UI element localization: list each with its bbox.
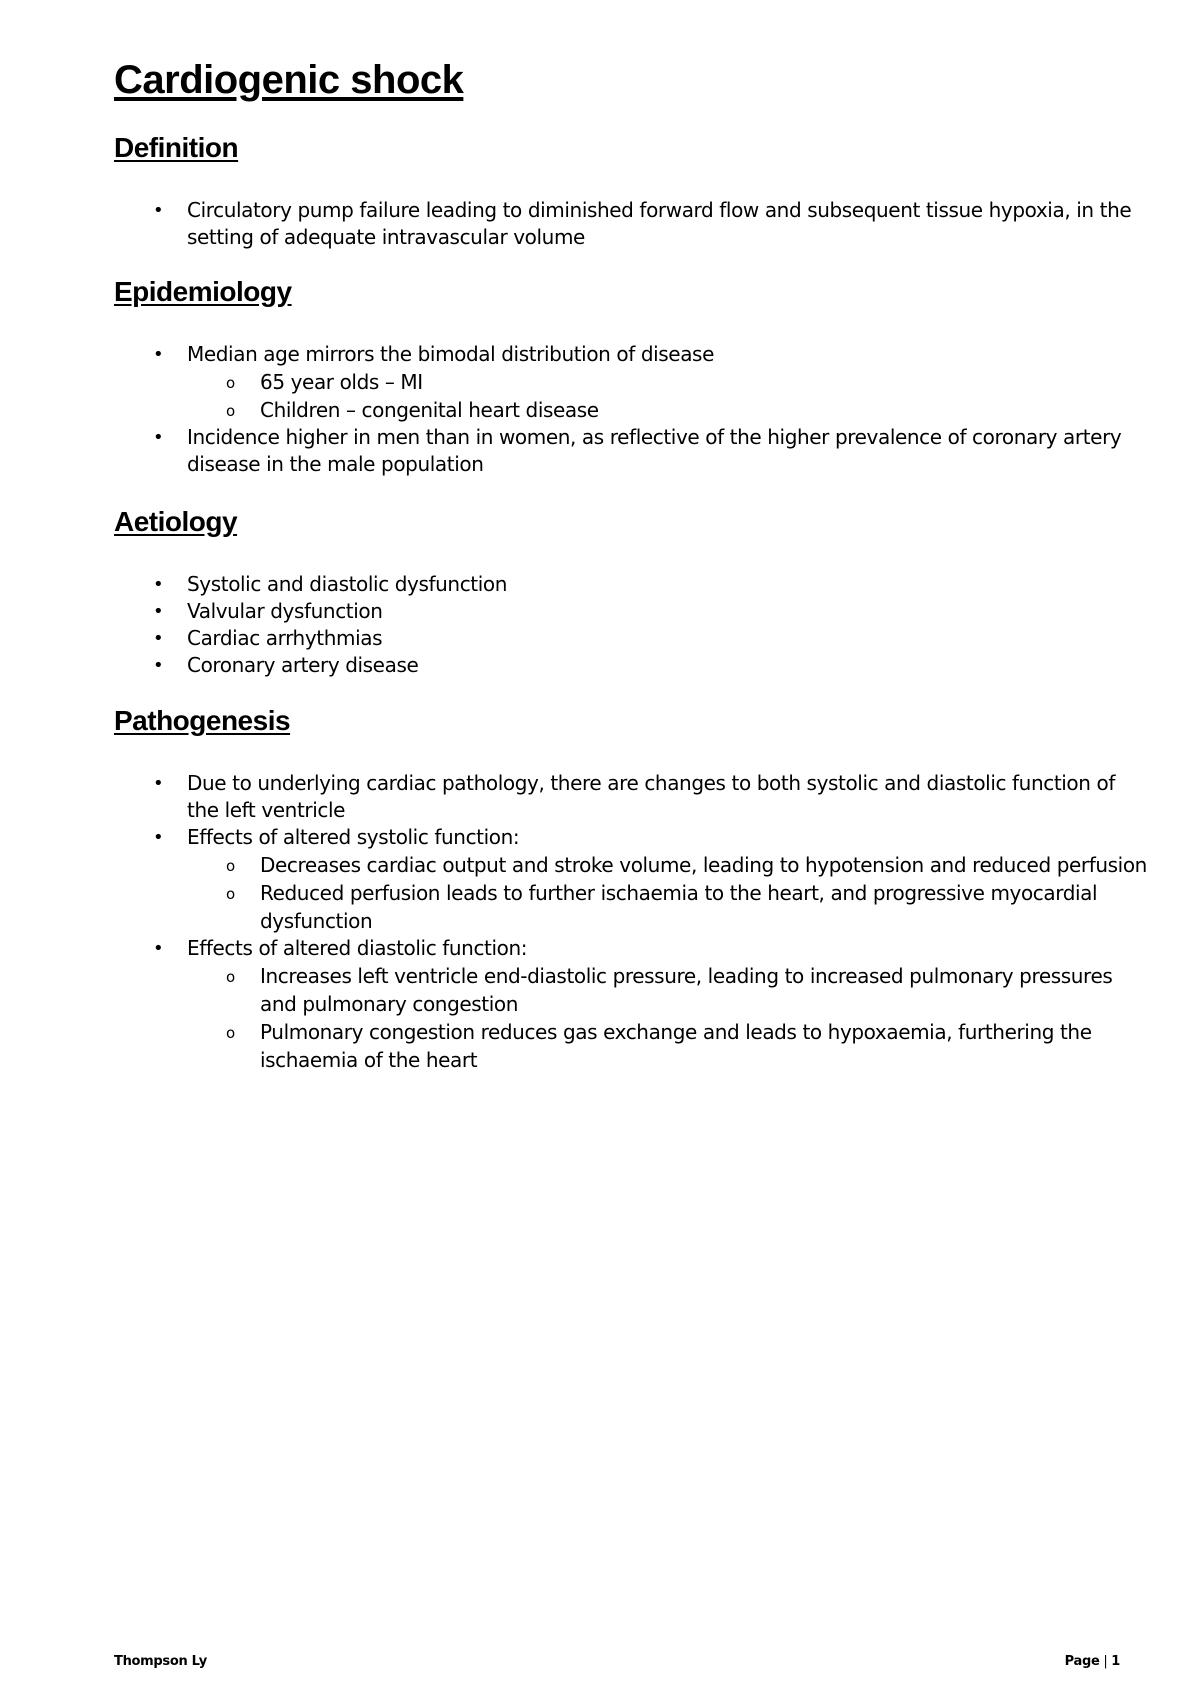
list-item-text: Valvular dysfunction xyxy=(187,599,383,623)
list-item xyxy=(0,770,1200,824)
sub-bullet-icon: o xyxy=(226,1024,235,1042)
footer-separator: | xyxy=(1103,1654,1108,1669)
section-heading-epidemiology: Epidemiology xyxy=(114,276,292,307)
sub-list-item xyxy=(187,396,1148,424)
bullet-icon: • xyxy=(153,655,164,676)
bullet-icon: • xyxy=(153,574,164,595)
bullet-icon: • xyxy=(153,344,164,365)
sub-list xyxy=(187,368,1148,424)
sub-bullet-icon: o xyxy=(226,374,235,392)
sub-list-item xyxy=(187,1018,1148,1074)
footer-page-number xyxy=(1065,1654,1120,1670)
aetiology-list xyxy=(0,571,1200,679)
sub-list-item xyxy=(187,962,1148,1018)
sub-list-item xyxy=(187,368,1148,396)
list-item xyxy=(0,341,1200,424)
sub-list-item xyxy=(187,879,1148,935)
pathogenesis-list xyxy=(0,770,1200,1074)
list-item-text: Systolic and diastolic dysfunction xyxy=(187,572,508,596)
bullet-icon: • xyxy=(153,773,164,794)
sub-list-item-text: Increases left ventricle end-diastolic pressure, leading to increased pulmonary pressures and pulmonary congestion xyxy=(260,964,1113,1016)
list-item xyxy=(0,571,1200,598)
sub-list-item-text: Reduced perfusion leads to further ischaemia to the heart, and progressive myocardial dysfunction xyxy=(260,881,1098,933)
list-item xyxy=(0,625,1200,652)
footer-page-label: Page xyxy=(1064,1654,1100,1669)
sub-list xyxy=(187,962,1148,1074)
list-item xyxy=(0,598,1200,625)
sub-list-item-text: Pulmonary congestion reduces gas exchange and leads to hypoxaemia, furthering the ischaemia of the heart xyxy=(260,1020,1092,1072)
list-item-text: Incidence higher in men than in women, as reflective of the higher prevalence of coronary artery disease in the male population xyxy=(187,425,1122,476)
bullet-icon: • xyxy=(153,827,164,848)
definition-list xyxy=(0,197,1200,251)
list-item-text: Effects of altered diastolic function: xyxy=(187,936,528,960)
list-item-text: Median age mirrors the bimodal distribution of disease xyxy=(187,342,714,366)
bullet-icon: • xyxy=(153,200,164,221)
list-item-text: Effects of altered systolic function: xyxy=(187,825,520,849)
section-heading-definition: Definition xyxy=(114,132,239,163)
list-item xyxy=(0,935,1200,1074)
list-item xyxy=(0,197,1200,251)
sub-list-item-text: 65 year olds – MI xyxy=(260,370,423,394)
section-heading-aetiology: Aetiology xyxy=(114,506,238,537)
list-item xyxy=(0,652,1200,679)
sub-list-item-text: Children – congenital heart disease xyxy=(260,398,599,422)
sub-list-item xyxy=(187,851,1148,879)
sub-list xyxy=(187,851,1148,935)
bullet-icon: • xyxy=(153,628,164,649)
bullet-icon: • xyxy=(153,601,164,622)
footer-author: Thompson Ly xyxy=(114,1654,207,1669)
sub-bullet-icon: o xyxy=(226,402,235,420)
sub-bullet-icon: o xyxy=(226,968,235,986)
list-item-text: Coronary artery disease xyxy=(187,653,419,677)
page-title: Cardiogenic shock xyxy=(114,58,464,102)
list-item xyxy=(0,424,1200,478)
sub-bullet-icon: o xyxy=(226,857,235,875)
list-item-text: Due to underlying cardiac pathology, there are changes to both systolic and diastolic function of the left ventricle xyxy=(187,771,1115,822)
list-item-text: Cardiac arrhythmias xyxy=(187,626,383,650)
bullet-icon: • xyxy=(153,427,164,448)
epidemiology-list xyxy=(0,341,1200,478)
list-item xyxy=(0,824,1200,935)
sub-bullet-icon: o xyxy=(226,885,235,903)
list-item-text: Circulatory pump failure leading to diminished forward flow and subsequent tissue hypoxia, in the setting of adequate intravascular volume xyxy=(187,198,1132,249)
section-heading-pathogenesis: Pathogenesis xyxy=(114,705,291,736)
footer-page-value: 1 xyxy=(1111,1654,1120,1669)
bullet-icon: • xyxy=(153,938,164,959)
sub-list-item-text: Decreases cardiac output and stroke volume, leading to hypotension and reduced perfusion xyxy=(260,853,1147,877)
